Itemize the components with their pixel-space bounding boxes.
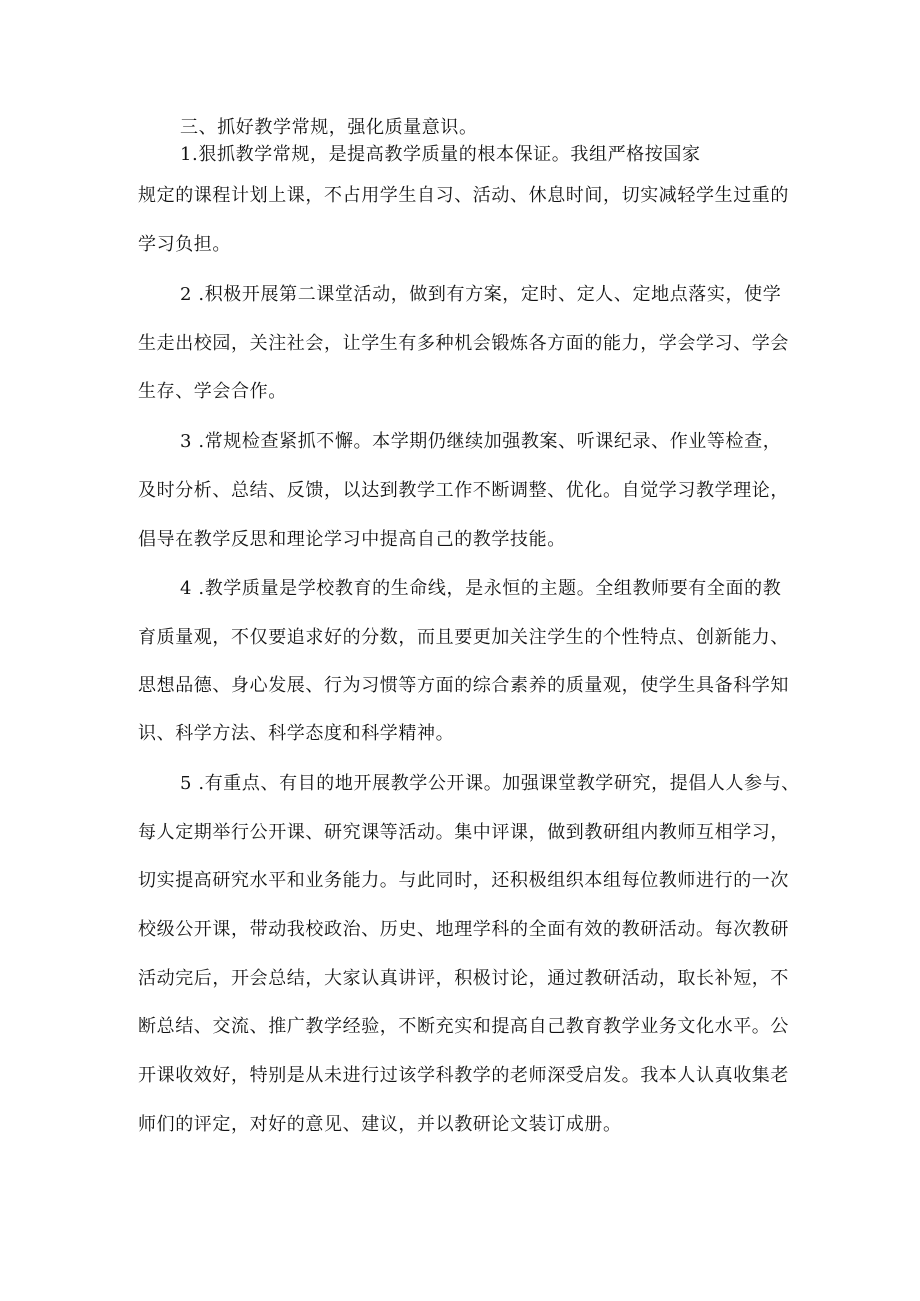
paragraph-4-line-1: 4 .教学质量是学校教育的生命线，是永恒的主题。全组教师要有全面的教 bbox=[180, 578, 782, 599]
paragraph-5-line-3: 切实提高研究水平和业务能力。与此同时，还积极组织本组每位教师进行的一次 bbox=[138, 870, 789, 891]
paragraph-5-line-5: 活动完后，开会总结，大家认真讲评，积极讨论，通过教研活动，取长补短，不 bbox=[138, 968, 789, 989]
paragraph-4-line-4: 识、科学方法、科学态度和科学精神。 bbox=[138, 723, 455, 744]
paragraph-5-line-8: 师们的评定，对好的意见、建议，并以教研论文装订成册。 bbox=[138, 1114, 622, 1135]
paragraph-3-line-2: 及时分析、总结、反馈，以达到教学工作不断调整、优化。自觉学习教学理论， bbox=[138, 480, 789, 501]
section-heading: 三、抓好教学常规，强化质量意识。 bbox=[180, 117, 478, 138]
paragraph-5-line-1: 5 .有重点、有目的地开展教学公开课。加强课堂教学研究，提倡人人参与、 bbox=[180, 773, 800, 794]
paragraph-1-line-3: 学习负担。 bbox=[138, 234, 231, 255]
paragraph-2-line-1: 2 .积极开展第二课堂活动，做到有方案，定时、定人、定地点落实，使学 bbox=[180, 284, 782, 305]
paragraph-1-line-2: 规定的课程计划上课，不占用学生自习、活动、休息时间，切实减轻学生过重的 bbox=[138, 185, 789, 206]
paragraph-3-line-1: 3 .常规检查紧抓不懈。本学期仍继续加强教案、听课纪录、作业等检查， bbox=[180, 431, 782, 452]
paragraph-2-line-3: 生存、学会合作。 bbox=[138, 381, 287, 402]
paragraph-5-line-4: 校级公开课，带动我校政治、历史、地理学科的全面有效的教研活动。每次教研 bbox=[138, 919, 789, 940]
paragraph-4-line-2: 育质量观，不仅要追求好的分数，而且要更加关注学生的个性特点、创新能力、 bbox=[138, 627, 789, 648]
paragraph-3-line-3: 倡导在教学反思和理论学习中提高自己的教学技能。 bbox=[138, 529, 566, 550]
paragraph-5-line-6: 断总结、交流、推广教学经验，不断充实和提高自己教育教学业务文化水平。公 bbox=[138, 1016, 789, 1037]
paragraph-4-line-3: 思想品德、身心发展、行为习惯等方面的综合素养的质量观，使学生具备科学知 bbox=[138, 675, 789, 696]
paragraph-5-line-2: 每人定期举行公开课、研究课等活动。集中评课，做到教研组内教师互相学习， bbox=[138, 822, 789, 843]
paragraph-1-line-1: 1.狠抓教学常规，是提高教学质量的根本保证。我组严格按国家 bbox=[180, 144, 701, 165]
paragraph-2-line-2: 生走出校园，关注社会，让学生有多种机会锻炼各方面的能力，学会学习、学会 bbox=[138, 333, 789, 354]
paragraph-5-line-7: 开课收效好，特别是从未进行过该学科教学的老师深受启发。我本人认真收集老 bbox=[138, 1065, 789, 1086]
